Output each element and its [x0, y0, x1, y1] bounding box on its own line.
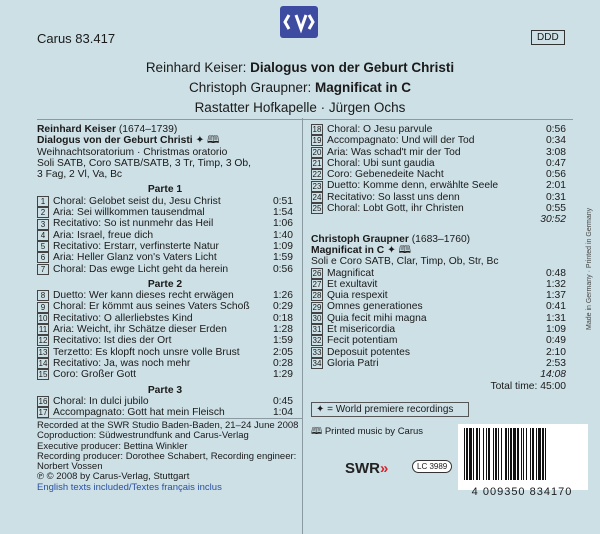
track-duration: 0:28: [272, 357, 293, 369]
track-duration: 1:04: [272, 407, 293, 419]
track-duration: 2:05: [272, 346, 293, 358]
track-row: [311, 203, 566, 214]
track-title: Choral: Lobt Gott, ihr Christen: [327, 203, 464, 215]
track-number: 26: [312, 268, 322, 278]
track-number: 4: [37, 230, 49, 241]
track-title: Choral: Ubi sunt gaudia: [327, 157, 435, 169]
track-title: Aria: Weicht, ihr Schätze dieser Erden: [53, 324, 227, 336]
track-row: [311, 124, 566, 135]
track-title: Gloria Patri: [327, 357, 379, 369]
track-title: Coro: Großer Gott: [53, 369, 136, 381]
total-time: Total time: 45:00: [490, 380, 566, 392]
track-row: [37, 396, 293, 407]
track-row: [37, 252, 293, 263]
barcode-bar: [545, 428, 546, 480]
track-number: 14: [38, 359, 48, 369]
track-row: [311, 268, 566, 279]
track-row: [311, 169, 566, 180]
track-title: Accompagnato: Gott hat mein Fleisch: [53, 407, 225, 419]
track-duration: 0:56: [545, 169, 566, 181]
track-row: [37, 241, 293, 252]
premiere-note: ✦ = World premiere recordings: [311, 402, 469, 417]
track-number: 28: [312, 291, 322, 301]
track-duration: 2:10: [545, 346, 566, 358]
track-number: 17: [38, 408, 48, 418]
track-number: 33: [312, 347, 322, 357]
track-title: Choral: Gelobet seist du, Jesu Christ: [53, 195, 221, 207]
printed-music-note: 🕮 Printed music by Carus: [311, 426, 424, 437]
track-duration: 1:40: [272, 229, 293, 241]
part-2-heading: Parte 2: [147, 278, 183, 290]
barcode-bar: [526, 428, 527, 480]
track-duration: 1:29: [272, 369, 293, 381]
track-title: Terzetto: Es klopft noch unsre volle Brust: [53, 346, 240, 358]
track-number: 23: [312, 181, 322, 191]
track-title: Deposuit potentes: [327, 346, 411, 358]
track-duration: 0:45: [272, 395, 293, 407]
barcode-number: 4 009350 834170: [471, 486, 573, 498]
track-duration: 1:09: [545, 324, 566, 336]
track-number: 19: [312, 136, 322, 146]
barcode-bar: [538, 428, 541, 480]
track-duration: 1:31: [545, 312, 566, 324]
track-title: Duetto: Komme denn, erwählte Seele: [327, 180, 499, 192]
track-duration: 0:41: [545, 301, 566, 313]
barcode-bar: [530, 428, 531, 480]
track-duration: 1:06: [272, 218, 293, 230]
catalog-number: Carus 83.417: [37, 31, 116, 46]
keiser-column: Reinhard Keiser (1674–1739) Dialogus von der Geburt Christi ✦ 🕮 Weihnachtsoratorium · Christmas oratorio Soli SATB, Coro SATB/SATB, 3 Tr, Timp, 3 Ob, 3 Fag, 2 Vl, Va, Bc Parte 1 1 Choral: Gelobet seist du, Jesu Christ 0:51 2 Aria: Sei willkommen tausendmal 1:54 3 Recitativo: So ist nunmehr das Heil 1:06 4 Aria: Israel, freue dich 1:40 5 Recitativo: Erstarr, verfinsterte Natur 1:09 6 Aria: Heller Glanz von's Vaters Licht 1:59 7 Choral: Das ewge Licht geht da herein 0:56 Parte 2 8 Duetto: Wer kann dieses recht erwägen 1:26 9 Choral: Er kömmt aus seines Vaters Schoß 0:29 10 Recitativo: O allerliebstes Kind 0:18 11 Aria: Weicht, ihr Schätze dieser Erden 1:28 12 Recitativo: Ist dies der Ort 1:59 13 Terzetto: Es klopft noch unsre volle Brust 2:05 14 Recitativo: Ja, was noch mehr 0:28 15 Coro: Großer Gott 1:29 Parte 3 16 Choral: In dulci jubilo 0:45 17 Accompagnato: Gott hat mein Fleisch 1:04: [37, 124, 293, 419]
barcode-bar: [488, 428, 490, 480]
track-duration: 0:34: [545, 135, 566, 147]
track-duration: 1:32: [545, 278, 566, 290]
track-row: [311, 335, 566, 346]
track-row: [37, 301, 293, 312]
track-number: 15: [38, 370, 48, 380]
track-title: Aria: Heller Glanz von's Vaters Licht: [53, 252, 217, 264]
keiser-subtotal: 30:52: [540, 214, 566, 226]
track-number: 31: [312, 325, 322, 335]
side-text: Made in Germany · Printed in Germany: [586, 207, 593, 330]
track-row: [311, 358, 566, 369]
graupner-subtotal: 14:08: [540, 369, 566, 381]
track-number: 6: [37, 252, 49, 263]
part-1-heading: Parte 1: [147, 184, 183, 196]
track-row: [37, 407, 293, 418]
track-title: Magnificat: [327, 267, 374, 279]
barcode-bar: [523, 428, 524, 480]
track-title: Recitativo: O allerliebstes Kind: [53, 312, 193, 324]
track-row: [311, 192, 566, 203]
track-number: 24: [312, 192, 322, 202]
track-duration: 1:54: [272, 207, 293, 219]
track-number: 8: [37, 290, 49, 301]
track-row: [311, 158, 566, 169]
barcode-bar: [493, 428, 494, 480]
barcode-bar: [510, 428, 512, 480]
track-row: [37, 218, 293, 229]
track-number: 7: [37, 264, 49, 275]
track-number: 32: [312, 336, 322, 346]
track-duration: 0:18: [272, 312, 293, 324]
barcode-bar: [532, 428, 534, 480]
track-row: [311, 313, 566, 324]
track-duration: 0:56: [272, 263, 293, 275]
track-row: [37, 358, 293, 369]
track-number: 3: [37, 219, 49, 230]
barcode-bar: [536, 428, 537, 480]
track-number: 9: [37, 302, 49, 313]
track-duration: 1:59: [272, 335, 293, 347]
track-row: [311, 301, 566, 312]
track-title: Fecit potentiam: [327, 335, 398, 347]
track-duration: 1:37: [545, 290, 566, 302]
track-number: 1: [37, 196, 49, 207]
track-row: [37, 347, 293, 358]
track-row: [311, 279, 566, 290]
track-title: Et misericordia: [327, 324, 396, 336]
carus-logo: [280, 6, 318, 38]
track-duration: 1:28: [272, 324, 293, 336]
track-duration: 1:09: [272, 240, 293, 252]
track-title: Aria: Sei willkommen tausendmal: [53, 207, 205, 219]
track-title: Recitativo: Ja, was noch mehr: [53, 357, 191, 369]
track-number: 16: [38, 396, 48, 406]
track-duration: 2:01: [545, 180, 566, 192]
barcode-bar: [464, 428, 465, 480]
barcode-bar: [505, 428, 507, 480]
track-number: 22: [312, 170, 322, 180]
track-duration: 0:48: [545, 267, 566, 279]
track-title: Choral: Er kömmt aus seines Vaters Schoß: [53, 301, 250, 313]
track-number: 11: [38, 325, 48, 335]
barcode-bar: [501, 428, 502, 480]
track-row: [311, 135, 566, 146]
track-number: 25: [312, 204, 322, 214]
label-code: LC 3989: [412, 460, 452, 473]
track-row: [37, 369, 293, 380]
barcode-bar: [498, 428, 499, 480]
track-title: Recitativo: So ist nunmehr das Heil: [53, 218, 214, 230]
track-duration: 3:08: [545, 146, 566, 158]
track-row: [37, 230, 293, 241]
track-row: [37, 324, 293, 335]
right-column: 18 Choral: O Jesu parvule 0:56 19 Accompagnato: Und will der Tod 0:34 20 Aria: Was schad't mir der Tod 3:08 21 Choral: Ubi sunt gaudia 0:47 22 Coro: Gebenedeite Nacht 0:56 23 Duetto: Komme denn, erwählte Seele 2:01 24 Recitativo: So lasst uns denn 0:31 25 Choral: Lobt Gott, ihr Christen 0:55 30:52 Christoph Graupner (1683–1760) Magnificat in C ✦ 🕮 Soli e Coro SATB, Clar, Timp, Ob, Str, Bc 26 Magnificat 0:48 27 Et exultavit 1:32 28 Quia respexit 1:37 29 Omnes generationes 0:41 30 Quia fecit mihi magna 1:31 31 Et misericordia 1:09 32 Fecit potentiam 0:49 33 Deposuit potentes 2:10 34 Gloria Patri 2:53 14:08 Total time: 45:00: [311, 124, 566, 392]
track-title: Recitativo: Ist dies der Ort: [53, 335, 172, 347]
track-number: 30: [312, 313, 322, 323]
track-number: 10: [38, 313, 48, 323]
track-number: 12: [38, 336, 48, 346]
barcode-bar: [542, 428, 544, 480]
barcode-bar: [483, 428, 484, 480]
track-title: Accompagnato: Und will der Tod: [327, 135, 475, 147]
credits: Recorded at the SWR Studio Baden-Baden, 21–24 June 2008 Coproduction: Südwestrundfunk and Carus-Verlag Executive producer: Bettina Winkler Recording producer: Dorothee Schabert, Recording engineer: Norbert Vossen ℗ © 2008 by Carus-Verlag, Stuttgart English texts included/Textes français inclus: [37, 421, 307, 493]
track-duration: 0:29: [272, 301, 293, 313]
track-duration: 0:56: [545, 124, 566, 135]
track-number: 20: [312, 147, 322, 157]
track-row: [37, 313, 293, 324]
track-row: [37, 207, 293, 218]
track-row: [311, 147, 566, 158]
track-number: 21: [312, 159, 322, 169]
track-title: Aria: Israel, freue dich: [53, 229, 154, 241]
track-title: Recitativo: So lasst uns denn: [327, 191, 460, 203]
track-duration: 0:31: [545, 191, 566, 203]
track-row: [311, 324, 566, 335]
track-title: Omnes generationes: [327, 301, 423, 313]
track-number: 29: [312, 302, 322, 312]
track-duration: 0:55: [545, 203, 566, 215]
track-duration: 1:59: [272, 252, 293, 264]
part-3-heading: Parte 3: [147, 384, 183, 396]
track-row: [37, 196, 293, 207]
track-number: 27: [312, 280, 322, 289]
header-line-graupner: Christoph Graupner: Magnificat in C: [188, 80, 412, 95]
swr-logo: SWR»: [345, 460, 389, 477]
track-title: Choral: Das ewge Licht geht da herein: [53, 263, 229, 275]
barcode-bar: [517, 428, 519, 480]
ddd-badge: DDD: [531, 30, 565, 45]
track-row: [37, 264, 293, 275]
barcode-bar: [521, 428, 522, 480]
track-title: Recitativo: Erstarr, verfinsterte Natur: [53, 240, 219, 252]
track-title: Quia respexit: [327, 290, 388, 302]
barcode-bar: [466, 428, 468, 480]
track-row: [311, 290, 566, 301]
track-duration: 0:49: [545, 335, 566, 347]
track-title: Quia fecit mihi magna: [327, 312, 427, 324]
track-row: [311, 347, 566, 358]
track-number: 2: [37, 207, 49, 218]
track-duration: 0:51: [272, 195, 293, 207]
track-row: [311, 180, 566, 191]
track-duration: 1:26: [272, 290, 293, 302]
track-number: 13: [38, 347, 48, 357]
track-title: Coro: Gebenedeite Nacht: [327, 169, 444, 181]
track-row: [37, 335, 293, 346]
barcode-bar: [513, 428, 516, 480]
track-title: Aria: Was schad't mir der Tod: [327, 146, 461, 158]
barcode-bar: [495, 428, 497, 480]
track-title: Et exultavit: [327, 278, 378, 290]
barcode-bar: [469, 428, 472, 480]
track-title: Choral: In dulci jubilo: [53, 395, 149, 407]
barcode-bar: [473, 428, 474, 480]
track-number: 18: [312, 125, 322, 135]
divider: [37, 119, 573, 120]
barcode-bar: [479, 428, 480, 480]
barcode-bar: [476, 428, 478, 480]
track-title: Duetto: Wer kann dieses recht erwägen: [53, 290, 234, 302]
barcode-bar: [486, 428, 487, 480]
track-title: Choral: O Jesu parvule: [327, 124, 433, 135]
language-note: English texts included/Textes français inclus: [37, 481, 222, 493]
track-row: [37, 290, 293, 301]
track-duration: 0:47: [545, 157, 566, 169]
header-line-performers: Rastatter Hofkapelle · Jürgen Ochs: [194, 100, 406, 115]
track-number: 5: [37, 241, 49, 252]
divider-bottom-left: [37, 418, 302, 419]
barcode: [458, 424, 588, 490]
track-duration: 2:53: [545, 357, 566, 369]
header-line-keiser: Reinhard Keiser: Dialogus von der Geburt Christi: [145, 60, 455, 75]
barcode-bar: [508, 428, 509, 480]
track-number: 34: [312, 359, 322, 369]
